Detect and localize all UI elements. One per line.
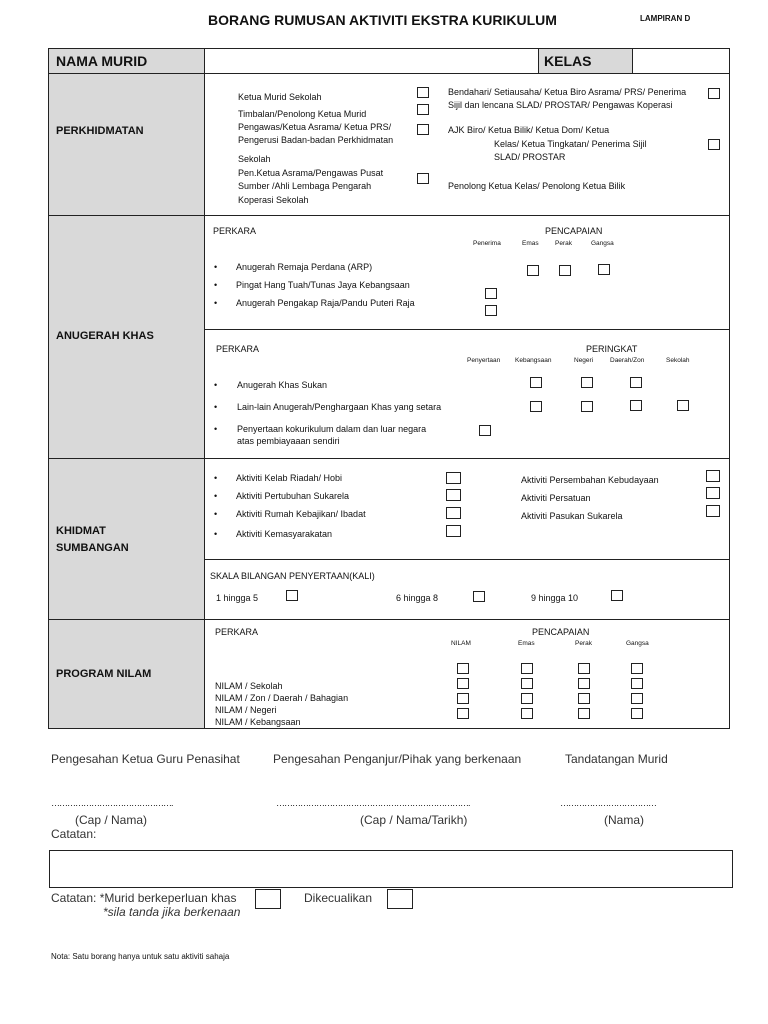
item-lain-lain-anugerah: Lain-lain Anugerah/Penghargaan Khas yang setara [237,402,442,412]
item-pengakap-raja: Anugerah Pengakap Raja/Pandu Puteri Raja [236,298,415,308]
col-daerah-zon: Daerah/Zon [610,357,645,364]
item-arp: Anugerah Remaja Perdana (ARP) [236,262,373,272]
nama-murid-field[interactable] [206,50,536,72]
perkhidmatan-left-3a: Pen.Ketua Asrama/Pengawas Pusat [238,168,384,178]
khidmat-left-3: Aktiviti Rumah Kebajikan/ Ibadat [236,509,366,519]
checkbox-nilam-3-3[interactable] [631,708,643,719]
nilam-perkara: PERKARA [215,627,259,637]
sig-line-2[interactable]: ………………………………………………………………. [276,798,470,808]
cap-nama-1: (Cap / Nama) [75,813,148,827]
checkbox-ajk-biro[interactable] [708,139,720,150]
checkbox-nilam-1-2[interactable] [578,678,590,689]
item-anugerah-sukan: Anugerah Khas Sukan [237,380,328,390]
nilam-pencapaian: PENCAPAIAN [532,627,590,637]
form-title: BORANG RUMUSAN AKTIVITI EKSTRA KURIKULUM [208,12,557,28]
sig-murid: Tandatangan Murid [565,752,668,766]
table-border-right [729,48,730,729]
perkhidmatan-left-1: Ketua Murid Sekolah [238,92,322,102]
kelas-field[interactable] [634,50,728,72]
checkbox-sukan-kebangsaan[interactable] [530,377,542,388]
nilam-col-emas: Emas [518,640,535,647]
row-divider-4 [48,619,730,620]
perkhidmatan-right-1b: Sijil dan lencana SLAD/ PROSTAR/ Pengawas Koperasi [448,100,673,110]
checkbox-skala-6-8[interactable] [473,591,485,602]
khidmat-label-2: SUMBANGAN [56,542,129,554]
nilam-col-gangsa: Gangsa [626,640,649,647]
khidmat-label-1: KHIDMAT [56,525,106,537]
sig-line-1[interactable]: ………………………………………. [51,798,173,808]
checkbox-nilam-1-0[interactable] [457,678,469,689]
khidmat-right-1: Aktiviti Persembahan Kebudayaan [521,475,659,485]
anugerah-sub-divider [204,329,730,330]
khidmat-label-bg [49,459,204,619]
bullet: • [214,298,218,308]
col-gangsa: Gangsa [591,240,614,247]
catatan-label: Catatan: [51,827,97,841]
checkbox-lain-daerah[interactable] [630,400,642,411]
item-penyertaan-kokurikulum: Penyertaan kokurikulum dalam dan luar negara [237,424,427,434]
col-sekolah: Sekolah [666,357,690,364]
checkbox-nilam-0-1[interactable] [521,663,533,674]
col-perak: Perak [555,240,572,247]
sig-penganjur: Pengesahan Penganjur/Pihak yang berkenaan [273,752,522,766]
nama-murid-label: NAMA MURID [56,53,148,69]
checkbox-pingat-penerima[interactable] [485,288,497,299]
row-divider-1 [48,73,730,74]
bullet: • [214,262,218,272]
checkbox-nilam-3-2[interactable] [578,708,590,719]
catatan-keperluan-khas: Catatan: *Murid berkeperluan khas [51,891,237,905]
sila-tanda: *sila tanda jika berkenaan [103,905,241,919]
checkbox-pasukan-sukarela[interactable] [706,505,720,517]
table-border-left [48,48,49,729]
checkbox-nilam-3-1[interactable] [521,708,533,719]
perkhidmatan-left-2c: Pengerusi Badan-badan Perkhidmatan [238,135,394,145]
checkbox-timbalan[interactable] [417,104,429,115]
nilam-item-sekolah: NILAM / Sekolah [215,681,283,691]
perkhidmatan-right-3: Penolong Ketua Kelas/ Penolong Ketua Bilik [448,181,626,191]
bullet: • [214,280,218,290]
checkbox-nilam-0-3[interactable] [631,663,643,674]
checkbox-lain-sekolah[interactable] [677,400,689,411]
anugerah-khas-label: ANUGERAH KHAS [56,330,154,342]
perkhidmatan-right-2a: AJK Biro/ Ketua Bilik/ Ketua Dom/ Ketua [448,125,610,135]
col-emas: Emas [522,240,539,247]
checkbox-lain-negeri[interactable] [581,401,593,412]
sig-ketua-guru: Pengesahan Ketua Guru Penasihat [51,752,240,766]
checkbox-sukan-negeri[interactable] [581,377,593,388]
khidmat-right-2: Aktiviti Persatuan [521,493,591,503]
checkbox-skala-9-10[interactable] [611,590,623,601]
row-divider-3 [48,458,730,459]
sig-line-3[interactable]: ……………………………… [560,798,656,808]
khidmat-left-1: Aktiviti Kelab Riadah/ Hobi [236,473,343,483]
perkhidmatan-label-bg [49,74,204,215]
checkbox-arp-perak[interactable] [559,265,571,276]
khidmat-sub-divider [204,559,730,560]
checkbox-dikecualikan[interactable] [387,889,413,909]
item-penyertaan-kokurikulum-2: atas pembiayaaan sendiri [237,436,340,446]
checkbox-arp-gangsa[interactable] [598,264,610,275]
checkbox-lain-kebangsaan[interactable] [530,401,542,412]
nota-text: Nota: Satu borang hanya untuk satu aktiviti sahaja [51,952,230,961]
skala-title: SKALA BILANGAN PENYERTAAN(KALI) [210,571,375,581]
class-value-divider [632,48,633,73]
nilam-col-nilam: NILAM [451,640,471,647]
perkhidmatan-left-3b: Sumber /Ahli Lembaga Pengarah [238,181,372,191]
nilam-item-negeri: NILAM / Negeri [215,705,277,715]
nilam-col-perak: Perak [575,640,592,647]
checkbox-nilam-3-0[interactable] [457,708,469,719]
col-penyertaan: Penyertaan [467,357,501,364]
checkbox-nilam-2-0[interactable] [457,693,469,704]
checkbox-penyertaan[interactable] [479,425,491,436]
bullet: • [214,491,218,501]
checkbox-nilam-0-0[interactable] [457,663,469,674]
bullet: • [214,509,218,519]
perkhidmatan-left-2a: Timbalan/Penolong Ketua Murid [238,109,367,119]
col-negeri: Negeri [574,357,594,364]
checkbox-ketua-murid[interactable] [417,87,429,98]
table-border-bottom [48,728,730,729]
perkhidmatan-right-2c: SLAD/ PROSTAR [494,152,566,162]
cap-nama-3: (Nama) [604,813,645,827]
checkbox-rumah-kebajikan[interactable] [446,507,461,519]
perkhidmatan-left-2b: Pengawas/Ketua Asrama/ Ketua PRS/ [238,122,392,132]
checkbox-skala-1-5[interactable] [286,590,298,601]
perkhidmatan-left-2d: Sekolah [238,154,271,164]
checkbox-nilam-1-3[interactable] [631,678,643,689]
skala-1-5: 1 hingga 5 [216,593,259,603]
cap-nama-2: (Cap / Nama/Tarikh) [360,813,468,827]
lampiran-label: LAMPIRAN D [640,14,691,23]
name-class-divider [538,48,539,73]
checkbox-nilam-2-1[interactable] [521,693,533,704]
table-border-top [48,48,730,49]
skala-9-10: 9 hingga 10 [531,593,579,603]
skala-6-8: 6 hingga 8 [396,593,439,603]
checkbox-nilam-2-2[interactable] [578,693,590,704]
khidmat-left-2: Aktiviti Pertubuhan Sukarela [236,491,350,501]
checkbox-kelab-riadah[interactable] [446,472,461,484]
checkbox-pertubuhan-sukarela[interactable] [446,489,461,501]
perkhidmatan-left-3c: Koperasi Sekolah [238,195,309,205]
nilam-item-zon: NILAM / Zon / Daerah / Bahagian [215,693,349,703]
bullet: • [214,473,218,483]
checkbox-pengakap-penerima[interactable] [485,305,497,316]
checkbox-persatuan[interactable] [706,487,720,499]
program-nilam-label: PROGRAM NILAM [56,668,152,680]
checkbox-nilam-2-3[interactable] [631,693,643,704]
nilam-item-kebangsaan: NILAM / Kebangsaan [215,717,301,727]
checkbox-nilam-1-1[interactable] [521,678,533,689]
checkbox-pen-ketua-asrama[interactable] [417,173,429,184]
checkbox-pengawas[interactable] [417,124,429,135]
bullet: • [214,380,218,390]
khidmat-right-3: Aktiviti Pasukan Sukarela [521,511,623,521]
checkbox-nilam-0-2[interactable] [578,663,590,674]
checkbox-arp-emas[interactable] [527,265,539,276]
perkhidmatan-label: PERKHIDMATAN [56,125,144,137]
anugerah-perkara-2: PERKARA [216,344,260,354]
checkbox-sukan-daerah[interactable] [630,377,642,388]
bullet: • [214,529,218,539]
checkbox-bendahari[interactable] [708,88,720,99]
item-pingat-hang-tuah: Pingat Hang Tuah/Tunas Jaya Kebangsaan [236,280,410,290]
anugerah-perkara-1: PERKARA [213,226,257,236]
table-col-divider [204,48,205,729]
checkbox-keperluan-khas[interactable] [255,889,281,909]
peringkat-header: PERINGKAT [586,344,638,354]
dikecualikan-label: Dikecualikan [304,891,373,905]
col-penerima: Penerima [473,240,501,247]
bullet: • [214,402,218,412]
catatan-box[interactable] [49,850,733,888]
pencapaian-header: PENCAPAIAN [545,226,603,236]
row-divider-2 [48,215,730,216]
checkbox-kemasyarakatan[interactable] [446,525,461,537]
khidmat-left-4: Aktiviti Kemasyarakatan [236,529,333,539]
kelas-label: KELAS [544,53,592,69]
bullet: • [214,424,218,434]
perkhidmatan-right-1a: Bendahari/ Setiausaha/ Ketua Biro Asrama/ PRS/ Penerima [448,87,687,97]
perkhidmatan-right-2b: Kelas/ Ketua Tingkatan/ Penerima Sijil [494,139,647,149]
checkbox-kebudayaan[interactable] [706,470,720,482]
col-kebangsaan: Kebangsaan [515,357,552,364]
